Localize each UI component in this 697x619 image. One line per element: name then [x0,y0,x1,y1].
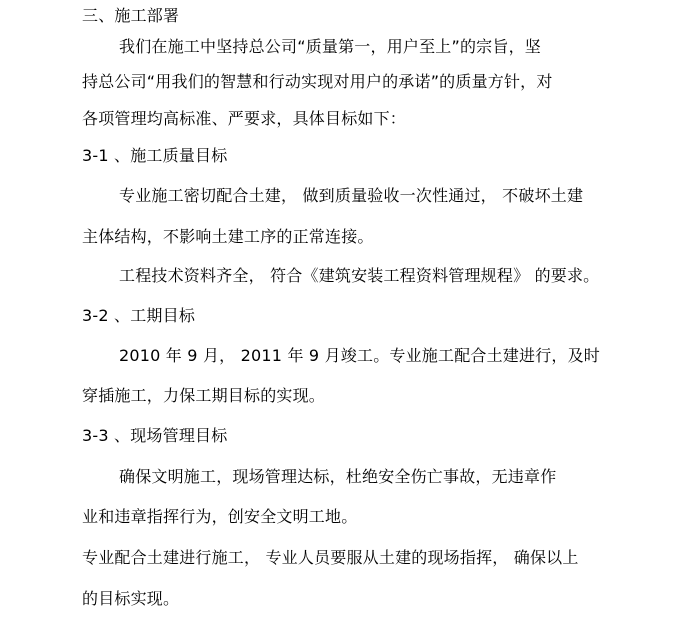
quality-p1-line-1: 专业施工密切配合土建， 做到质量验收一次性通过， 不破坏土建 [119,186,584,205]
intro-line-3: 各项管理均高标准、严要求，具体目标如下： [82,109,407,128]
heading-quality: 3-1 、施工质量目标 [82,146,228,165]
heading-site: 3-3 、现场管理目标 [82,426,228,445]
quality-p2-line-1: 工程技术资料齐全， 符合《建筑安装工程资料管理规程》 的要求。 [119,266,600,285]
intro-line-1: 我们在施工中坚持总公司“质量第一，用户至上”的宗旨，坚 [119,37,541,56]
site-p2-line-2: 的目标实现。 [82,589,180,608]
intro-line-2: 持总公司“用我们的智慧和行动实现对用户的承诺”的质量方针，对 [82,72,553,91]
heading-schedule: 3-2 、工期目标 [82,306,196,325]
schedule-p1-line-1: 2010 年 9 月， 2011 年 9 月竣工。专业施工配合土建进行，及时 [119,346,600,365]
site-p1-line-2: 业和违章指挥行为，创安全文明工地。 [82,507,358,526]
quality-p1-line-2: 主体结构，不影响土建工序的正常连接。 [82,227,374,246]
schedule-p1-line-2: 穿插施工，力保工期目标的实现。 [82,386,326,405]
site-p2-line-1: 专业配合土建进行施工， 专业人员要服从土建的现场指挥， 确保以上 [82,548,579,567]
site-p1-line-1: 确保文明施工，现场管理达标，杜绝安全伤亡事故，无违章作 [119,467,557,486]
section-title: 三、施工部署 [82,6,180,25]
